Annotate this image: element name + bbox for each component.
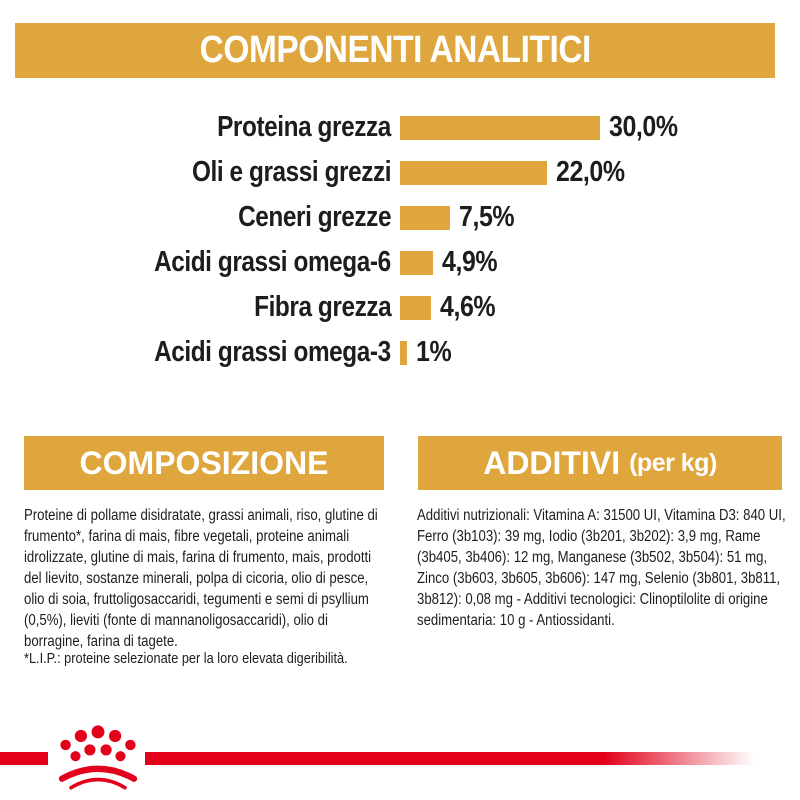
additives-title-suffix: (per kg) [629, 448, 717, 477]
chart-value-label: 30,0% [609, 111, 678, 143]
chart-value-label: 1% [416, 336, 452, 368]
lip-footnote: *L.I.P.: proteine selezionate per la loro elevata digeribilità. [24, 650, 348, 667]
analytical-components-title: COMPONENTI ANALITICI [199, 29, 591, 71]
chart-row [15, 105, 795, 150]
additives-header [418, 436, 782, 490]
chart-row [15, 330, 795, 375]
chart-category-label: Proteina grezza [217, 111, 391, 143]
chart-bar [400, 116, 600, 140]
chart-value-label: 7,5% [459, 201, 515, 233]
chart-row [15, 285, 795, 330]
chart-row [15, 150, 795, 195]
chart-category-label: Acidi grassi omega-3 [154, 336, 391, 368]
chart-value-label: 4,6% [440, 291, 496, 323]
chart-category-label: Fibra grezza [253, 291, 391, 323]
analytical-components-header [15, 23, 775, 78]
additives-title: ADDITIVI [483, 444, 621, 481]
chart-bar [400, 251, 433, 275]
chart-category-label: Oli e grassi grezzi [191, 156, 391, 188]
composition-title: COMPOSIZIONE [79, 444, 329, 481]
royal-canin-crown-logo [53, 722, 143, 794]
chart-category-label: Acidi grassi omega-6 [154, 246, 391, 278]
chart-bar [400, 206, 450, 230]
composition-text: Proteine di pollame disidratate, grassi animali, riso, glutine di frumento*, farina di mais, fibre vegetali, proteine animali idrolizzate, glutine di mais, farina di frumento, mais, prodotti del lievito, sostanze minerali, polpa di cicoria, olio di pesce, olio di soia, fruttoligosaccaridi, tegumenti e semi di psyllium (0,5%), lieviti (fonte di mannanoligosaccaridi), olio di borragine, farina di tagete. [24, 507, 378, 650]
footer-stripe-right [145, 752, 800, 765]
chart-row [15, 240, 795, 285]
chart-bar [400, 296, 431, 320]
chart-category-label: Ceneri grezze [238, 201, 391, 233]
chart-value-label: 22,0% [556, 156, 625, 188]
chart-bar [400, 341, 407, 365]
chart-row [15, 195, 795, 240]
analytical-components-chart [15, 105, 795, 375]
additives-text: Additivi nutrizionali: Vitamina A: 31500 UI, Vitamina D3: 840 UI, Ferro (3b103): 39 mg, Iodio (3b201, 3b202): 3,9 mg, Rame (3b405, 3b406): 12 mg, Manganese (3b502, 3b504): 51 mg, Zinco (3b603, 3b605, 3b606): 147 mg, Selenio (3b801, 3b811, 3b812): 0,08 mg - Additivi tecnologici: Clinoptilolite di origine sedimentaria: 10 g - Antiossidanti. [417, 507, 786, 629]
footer-stripe-left [0, 752, 48, 765]
chart-bar [400, 161, 547, 185]
composition-header [24, 436, 384, 490]
chart-value-label: 4,9% [442, 246, 498, 278]
